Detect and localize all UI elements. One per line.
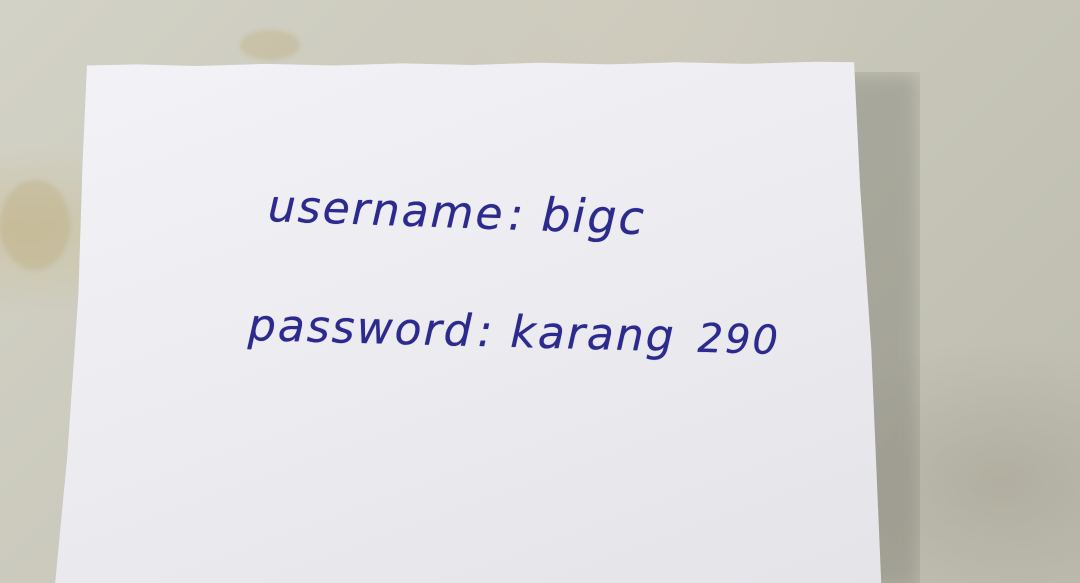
password-value-text: karang (509, 306, 677, 363)
password-label: password (247, 300, 475, 357)
surface-stain (0, 180, 70, 270)
surface-stain (240, 30, 300, 60)
username-separator: : (507, 189, 527, 241)
password-value-digits: 290 (697, 315, 781, 364)
password-separator: : (476, 306, 496, 358)
username-value: bigc (540, 187, 647, 246)
username-label: username (267, 181, 506, 241)
